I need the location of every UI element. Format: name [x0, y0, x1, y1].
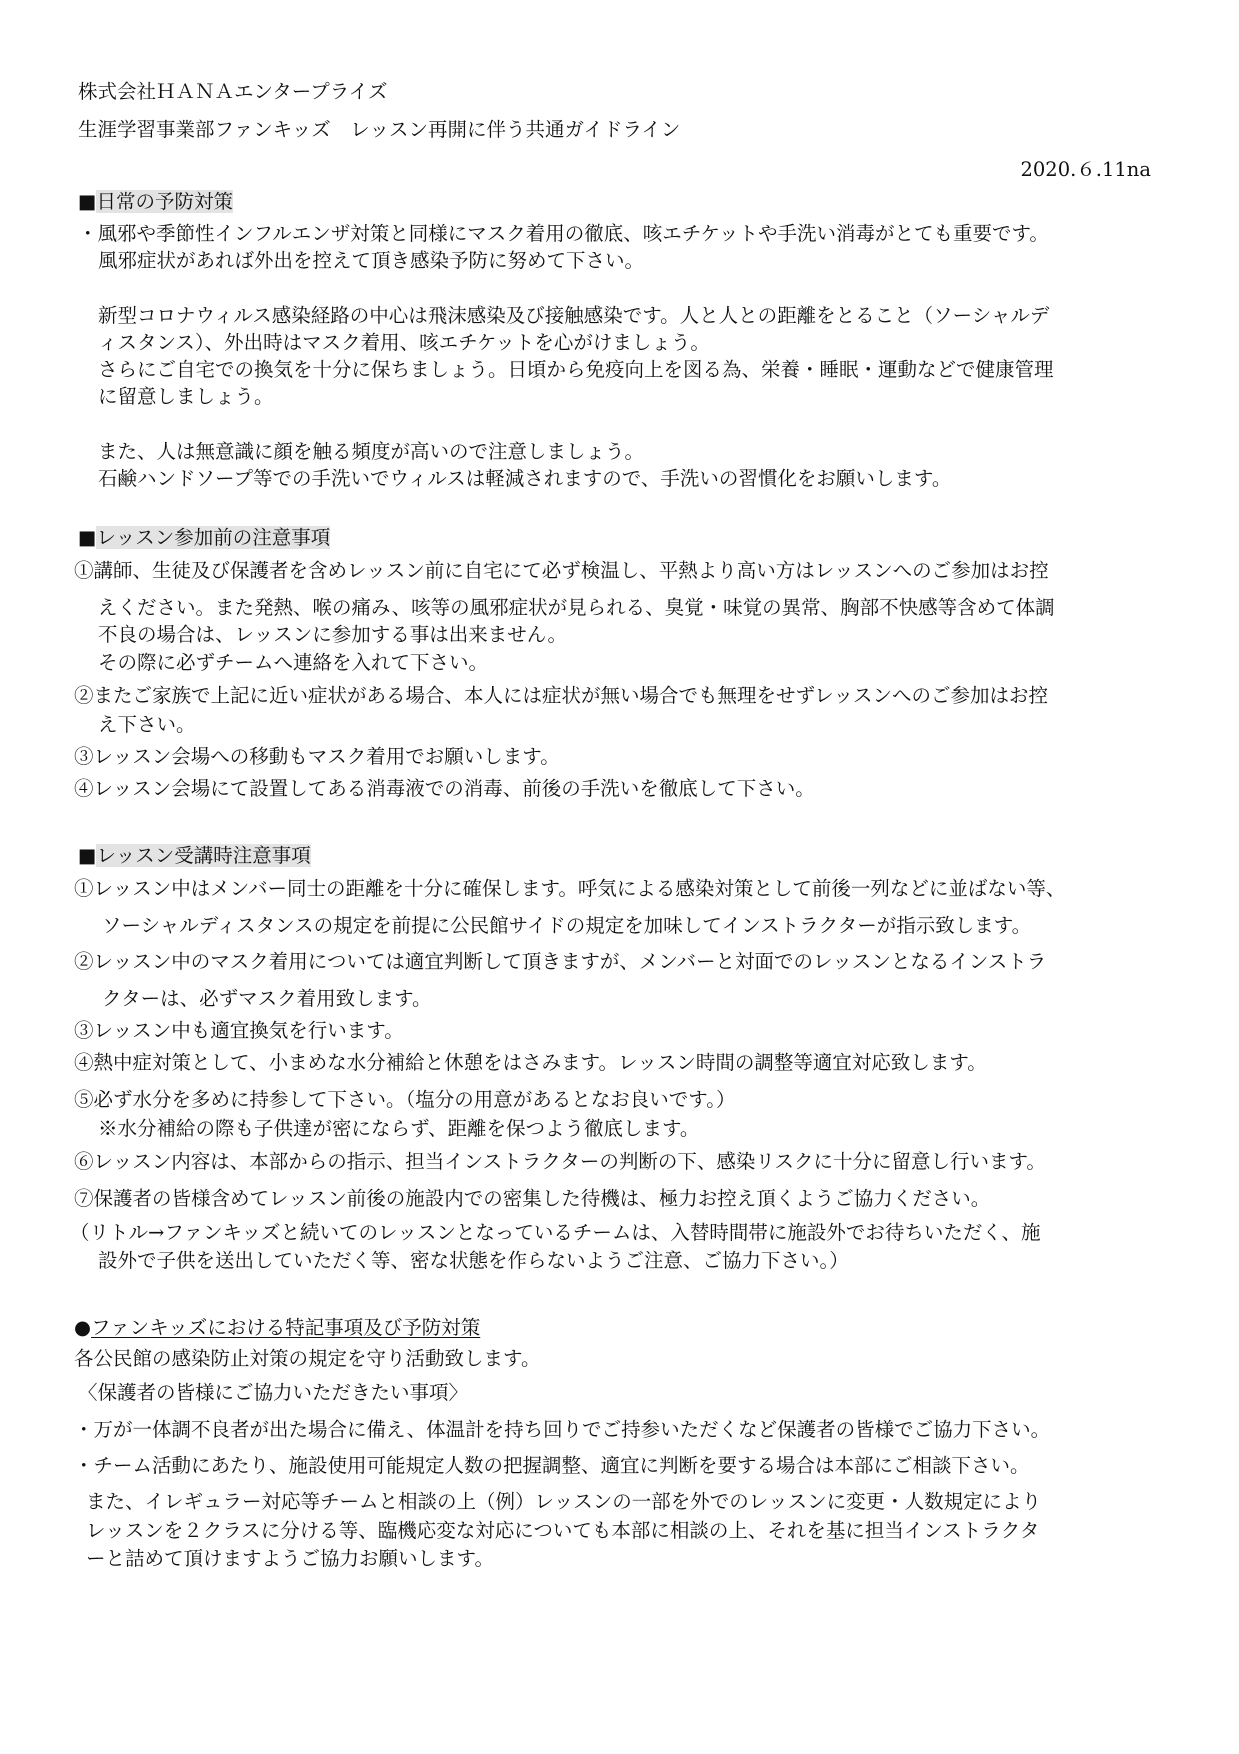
- body-line: ソーシャルディスタンスの規定を前提に公民館サイドの規定を加味してインストラクターが指示致します。: [102, 914, 1032, 937]
- body-line: ⑦保護者の皆様含めてレッスン前後の施設内での密集した待機は、極力お控え頂くようご協力ください。: [74, 1187, 991, 1210]
- body-line: 設外で子供を送出していただく等、密な状態を作らないようご注意、ご協力下さい。）: [98, 1249, 849, 1272]
- body-line: ④熱中症対策として、小まめな水分補給と休憩をはさみます。レッスン時間の調整等適宜対応致します。: [74, 1051, 987, 1074]
- section-heading-daily-prevention: [78, 189, 233, 215]
- body-line: ⑤必ず水分を多めに持参して下さい。（塩分の用意があるとなお良いです。）: [74, 1088, 736, 1111]
- body-line: また、イレギュラー対応等チームと相談の上（例）レッスンの一部を外でのレッスンに変更・人数規定により: [86, 1490, 1042, 1513]
- body-line: ※水分補給の際も子供達が密にならず、距離を保つよう徹底します。: [98, 1117, 700, 1140]
- heading-text: レッスン参加前の注意事項: [96, 526, 331, 549]
- heading-text: 日常の予防対策: [96, 190, 233, 213]
- body-line: に留意しましょう。: [98, 385, 274, 408]
- body-line: クターは、必ずマスク着用致します。: [102, 987, 432, 1010]
- body-line: ⑥レッスン内容は、本部からの指示、担当インストラクターの判断の下、感染リスクに十分に留意し行います。: [74, 1150, 1046, 1173]
- section-heading-before-lesson: [78, 525, 330, 551]
- body-line: え下さい。: [98, 713, 196, 736]
- body-line: ②レッスン中のマスク着用については適宜判断して頂きますが、メンバーと対面でのレッスンとなるインストラ: [74, 950, 1047, 973]
- body-line: （リトル→ファンキッズと続いてのレッスンとなっているチームは、入替時間帯に施設外でお待ちいただく、施: [70, 1221, 1041, 1244]
- body-line: 各公民館の感染防止対策の規定を守り活動致します。: [74, 1347, 541, 1370]
- body-line: また、人は無意識に顔を触る頻度が高いので注意しましょう。: [98, 440, 645, 463]
- heading-marker: ●: [74, 1316, 92, 1339]
- section-heading-funkids: [74, 1315, 480, 1341]
- heading-marker: ■: [78, 844, 97, 867]
- body-line: ②またご家族で上記に近い症状がある場合、本人には症状が無い場合でも無理をせずレッスンへのご参加はお控: [74, 684, 1049, 707]
- heading-text: ファンキッズにおける特記事項及び予防対策: [91, 1316, 481, 1339]
- company-name: 株式会社ＨＡＮＡエンタープライズ: [78, 80, 388, 103]
- body-line: さらにご自宅での換気を十分に保ちましょう。日頃から免疫向上を図る為、栄養・睡眠・運動などで健康管理: [98, 358, 1054, 381]
- body-line: ーと詰めて頂けますようご協力お願いします。: [86, 1547, 494, 1570]
- body-line: レッスンを２クラスに分ける等、臨機応変な対応についても本部に相談の上、それを基に担当インストラクタ: [86, 1519, 1040, 1542]
- body-line: 風邪症状があれば外出を控えて頂き感染予防に努めて下さい。: [98, 249, 645, 272]
- body-line: ィスタンス）、外出時はマスク着用、咳エチケットを心がけましょう。: [98, 331, 710, 354]
- body-line: ・チーム活動にあたり、施設使用可能規定人数の把握調整、適宜に判断を要する場合は本部にご相談下さい。: [74, 1454, 1030, 1477]
- document-date: 2020.６.11na: [1020, 158, 1151, 181]
- body-line: 石鹸ハンドソープ等での手洗いでウィルスは軽減されますので、手洗いの習慣化をお願いします。: [98, 467, 952, 490]
- heading-marker: ■: [78, 526, 97, 549]
- body-line: ④レッスン会場にて設置してある消毒液での消毒、前後の手洗いを徹底して下さい。: [74, 777, 815, 800]
- body-line: 新型コロナウィルス感染経路の中心は飛沫感染及び接触感染です。人と人との距離をとること（ソーシャルデ: [98, 304, 1050, 327]
- body-line: えください。また発熱、喉の痛み、咳等の風邪症状が見られる、臭覚・味覚の異常、胸部不快感等含めて体調: [98, 596, 1055, 619]
- heading-marker: ■: [78, 190, 97, 213]
- body-line: ①講師、生徒及び保護者を含めレッスン前に自宅にて必ず検温し、平熱より高い方はレッスンへのご参加はお控: [74, 559, 1049, 582]
- body-line: ③レッスン中も適宜換気を行います。: [74, 1019, 404, 1042]
- body-line: ①レッスン中はメンバー同士の距離を十分に確保します。呼気による感染対策として前後一列などに並ばない等、: [74, 877, 1066, 900]
- heading-text: レッスン受講時注意事項: [96, 844, 311, 867]
- body-line: ・万が一体調不良者が出た場合に備え、体温計を持ち回りでご持参いただくなど保護者の皆様でご協力下さい。: [74, 1418, 1051, 1441]
- body-line: その際に必ずチームへ連絡を入れて下さい。: [98, 651, 489, 674]
- body-line: 不良の場合は、レッスンに参加する事は出来ません。: [98, 623, 567, 646]
- body-line: ・風邪や季節性インフルエンザ対策と同様にマスク着用の徹底、咳エチケットや手洗い消毒がとても重要です。: [78, 222, 1049, 245]
- section-heading-during-lesson: [78, 843, 311, 869]
- document-title: 生涯学習事業部ファンキッズ レッスン再開に伴う共通ガイドライン: [78, 118, 681, 141]
- body-line: ③レッスン会場への移動もマスク着用でお願いします。: [74, 745, 560, 768]
- body-line: 〈保護者の皆様にご協力いただきたい事項〉: [78, 1381, 469, 1404]
